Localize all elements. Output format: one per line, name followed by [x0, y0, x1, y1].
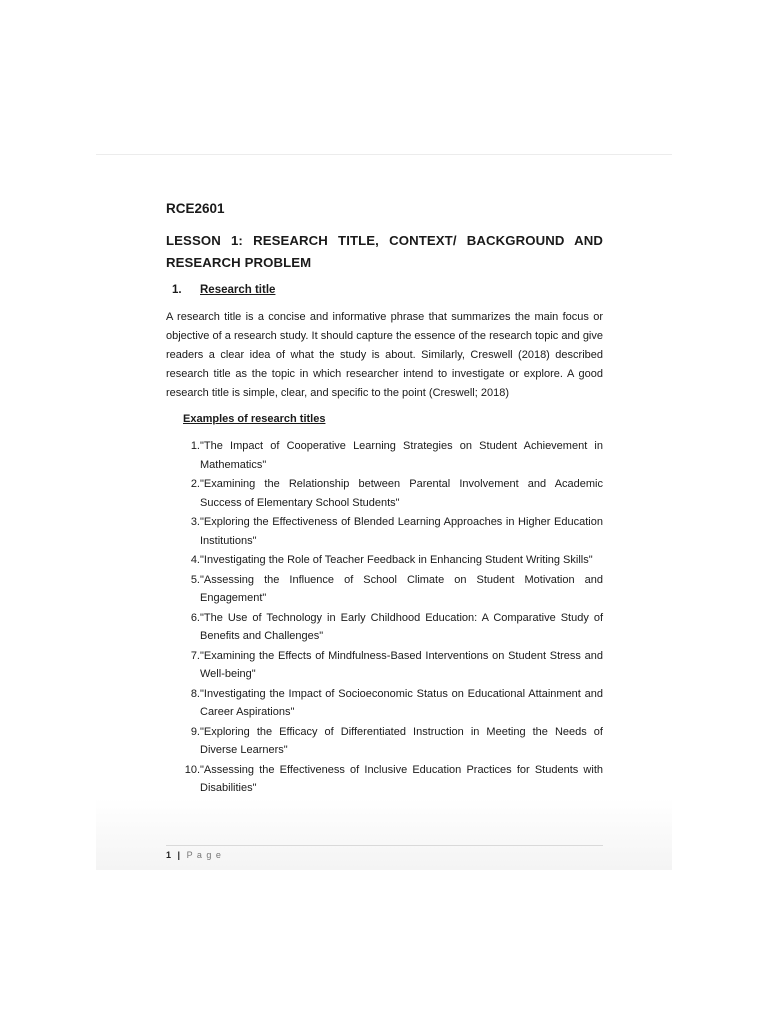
list-item: [166, 761, 603, 798]
page-content: [166, 201, 603, 799]
list-item-text: "The Use of Technology in Early Childhood Education: A Comparative Study of Benefits and Challenges": [200, 611, 603, 642]
list-item-text: "Exploring the Effectiveness of Blended Learning Approaches in Higher Education Institutions": [200, 516, 603, 547]
examples-list: [166, 437, 603, 798]
list-item: [166, 437, 603, 474]
list-item: [166, 551, 603, 570]
page-label: P a g e: [186, 850, 222, 860]
section-heading: [172, 284, 603, 296]
list-item: [166, 685, 603, 722]
list-item-text: "Examining the Relationship between Parental Involvement and Academic Success of Elementary School Students": [200, 478, 603, 509]
list-item-text: "Assessing the Influence of School Climate on Student Motivation and Engagement": [200, 573, 603, 604]
course-code: RCE2601: [166, 201, 225, 216]
list-item-number: 2.: [190, 478, 200, 490]
list-item: [166, 513, 603, 550]
page-number: 1: [166, 850, 173, 860]
document-page: [96, 154, 672, 870]
list-item-text: "Exploring the Efficacy of Differentiated Instruction in Meeting the Needs of Diverse Learners": [200, 725, 603, 756]
list-item: [166, 723, 603, 760]
list-item-number: 4.: [190, 554, 200, 566]
list-item-number: 8.: [190, 687, 200, 700]
footer-divider: [166, 845, 603, 846]
list-item-text: "The Impact of Cooperative Learning Strategies on Student Achievement in Mathematics": [200, 440, 603, 471]
list-item-number: 1.: [190, 440, 200, 452]
section-number: 1.: [172, 284, 182, 296]
examples-heading: Examples of research titles: [183, 413, 326, 425]
list-item-number: 3.: [190, 516, 200, 528]
footer-separator: |: [177, 850, 182, 860]
list-item: [166, 475, 603, 512]
list-item-text: "Investigating the Role of Teacher Feedback in Enhancing Student Writing Skills": [200, 554, 593, 566]
list-item-number: 7.: [190, 649, 200, 662]
list-item-text: "Assessing the Effectiveness of Inclusive Education Practices for Students with Disabilities": [200, 763, 603, 794]
list-item-number: 6.: [190, 611, 200, 624]
section-label: Research title: [200, 284, 276, 296]
page-footer: [166, 850, 222, 860]
definition-paragraph: A research title is a concise and informative phrase that summarizes the main focus or objective of a research study. It should capture the essence of the research topic and give readers a clear idea of what the study is about. Similarly, Creswell (2018) described research title as the topic in which researcher intend to investigate or explore. A good research title is simple, clear, and specific to the point (Creswell; 2018): [166, 311, 603, 399]
list-item-text: "Investigating the Impact of Socioeconomic Status on Educational Attainment and Career Aspirations": [200, 687, 603, 718]
list-item: [166, 609, 603, 646]
list-item-number: 10.: [184, 763, 200, 776]
list-item-text: "Examining the Effects of Mindfulness-Based Interventions on Student Stress and Well-being": [200, 649, 603, 680]
list-item: [166, 571, 603, 608]
list-item: [166, 647, 603, 684]
list-item-number: 9.: [190, 725, 200, 738]
list-item-number: 5.: [190, 573, 200, 586]
lesson-title: LESSON 1: RESEARCH TITLE, CONTEXT/ BACKGROUND AND RESEARCH PROBLEM: [166, 233, 603, 270]
